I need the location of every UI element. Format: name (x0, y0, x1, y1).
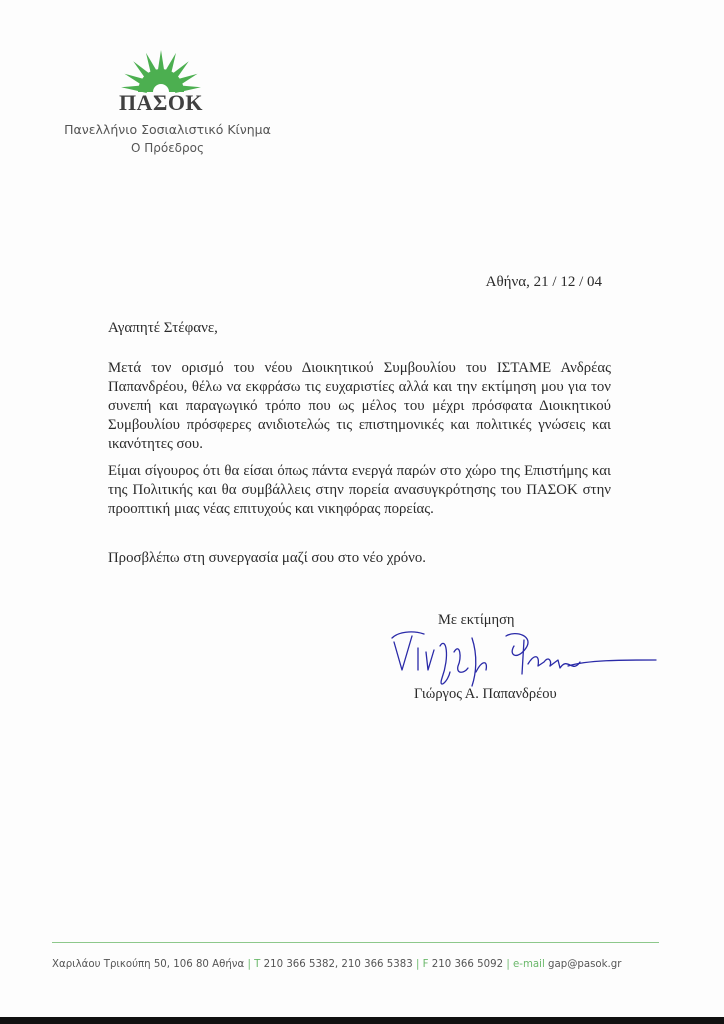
logo-wordmark: ΠΑΣΟΚ (118, 90, 204, 115)
body-paragraph-1: Μετά τον ορισμό του νέου Διοικητικού Συμβουλίου του ΙΣΤΑΜΕ Ανδρέας Παπανδρέου, θέλω να εκφράσω τις ευχαριστίες αλλά και την εκτίμηση μου για τον συνεπή και παραγωγικό τρόπο που ως μέλος του μέχρι πρόσφατα Διοικητικού Συμβουλίου πρόσφερες ανιδιοτελώς τις επιστημονικές και πολιτικές γνώσεις και ικανότητες σου. (108, 360, 611, 452)
sender-role: Ο Πρόεδρος (130, 141, 205, 155)
footer-email: gap@pasok.gr (548, 959, 622, 970)
phone-label: T (254, 959, 261, 970)
email-label: e-mail (513, 959, 545, 970)
closing-phrase: Με εκτίμηση (438, 612, 515, 628)
fax-label: F (422, 959, 429, 970)
footer-phone: 210 366 5382, 210 366 5383 (263, 959, 413, 970)
footer-separator: | (415, 959, 420, 970)
body-paragraph-3: Προσβλέπω στη συνεργασία μαζί σου στο νέο χρόνο. (108, 550, 426, 566)
footer-fax: 210 366 5092 (431, 959, 504, 970)
body-paragraph-2: Είμαι σίγουρος ότι θα είσαι όπως πάντα ενεργά παρών στο χώρο της Επιστήμης και της Πολιτικής και θα συμβάλλεις στην πορεία ανασυγκρότησης του ΠΑΣΟΚ στην προοπτική μιας νέας επιτυχούς και νικηφόρας πορείας. (108, 463, 611, 517)
letter-date: Αθήνα, 21 / 12 / 04 (485, 274, 602, 290)
footer-separator: | (247, 959, 251, 970)
signer-name: Γιώργος Α. Παπανδρέου (414, 686, 557, 702)
party-name: Πανελλήνιο Σοσιαλιστικό Κίνημα (64, 122, 271, 137)
footer-separator: | (506, 959, 510, 970)
salutation: Αγαπητέ Στέφανε, (108, 320, 218, 336)
footer-divider (52, 942, 659, 943)
scan-edge (0, 1017, 724, 1024)
footer-contact (52, 959, 660, 970)
footer-address: Χαριλάου Τρικούπη 50, 106 80 Αθήνα (52, 959, 245, 970)
